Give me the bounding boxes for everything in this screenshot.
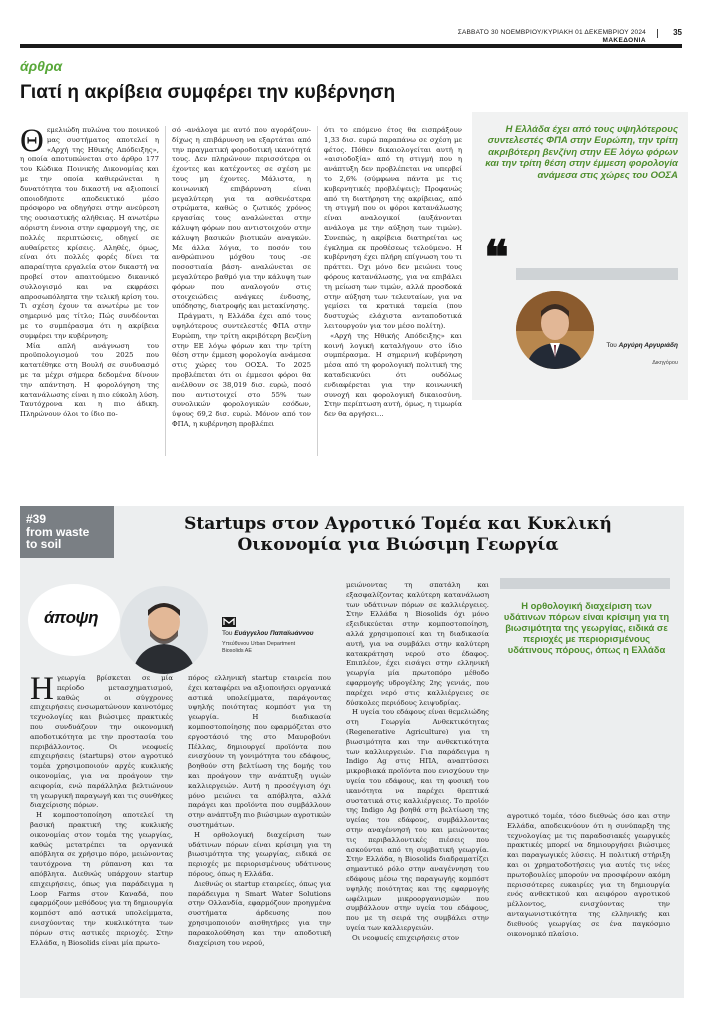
author-portrait [516,291,594,369]
pull-quote-bar [516,268,678,280]
article1-col3-paragraph-2: «Αρχή της Ηθικής Απόδειξης» και κοινή λογική καταλήγουν στο ίδιο συμπέρασμα. Η σημερινή κυβέρνηση μέσα από τη φορολογική πολιτική της καταδεικνύει ότι ουδόλως ενδιαφέρεται για την κοινωνική συνοχή και φορολογική δικαιοσύνη. Στην περίπτωση αυτή, όμως, η τιμωρία δεν θα αργήσει... [324,331,462,419]
article2-col1-text: γεωργία βρίσκεται σε μία περίοδο μετασχηματισμού, καθώς οι σύγχρονες επιχειρήσεις ενσωματώνουν καινοτόμες τεχνολογίες και βιώσιμες πρακτικές που συνδυάζουν την οικονομική αποδοτικότητα με την προστασία του περιβάλλοντος. Οι νεοφυείς επιχειρήσεις (startups) στον αγροτικό τομέα χρησιμοποιούν αρχές κυκλικής οικονομίας, για να προάγουν την αειφορία, ενώ παράλληλα βελτιώνουν τη γεωργική παραγωγή και τις συνθήκες διαχείρισης πόρων. [30,674,173,810]
author2-name: Ευάγγελου Παπαϊωάννου [234,630,314,637]
article2-column-1 [30,671,173,948]
article2-col2-paragraph-3: Διεθνώς οι startup εταιρείες, όπως για παράδειγμα η Smart Water Solutions στην Ολλανδία, εφαρμόζουν προηγμένα συστήματα άρδευσης που χρησιμοποιούν αισθητήρες για την παρακολούθηση και την αποδοτική διαχείριση του νερού, [188,879,331,947]
header-rule [20,44,682,48]
column-divider [317,126,318,456]
article2-dropcap: Η [30,671,54,707]
opinion-label: άποψη [44,608,99,627]
article2-col1-paragraph-2: Η κομποστοποίηση αποτελεί τη βασική πρακτική της κυκλικής οικονομίας στον τομέα της γεωργίας, καθώς μετατρέπει τα οργανικά απόβλητα σε χρήσιμο πόρο, μειώνοντας ταυτόχρονα τη ρύπανση και τα απόβλητα. Διεθνώς υπάρχουν startup επιχειρήσεις, όπως για παράδειγμα η Loop Farms στον Καναδά, που εφαρμόζουν μεθόδους για τη δημιουργία κομπόστ από αστικά υπολείμματα, ενισχύοντας την κυκλικότητα των πόρων στις αστικές περιοχές. Στην Ελλάδα, η Biosolids είναι μία πρωτο- [30,811,173,947]
header-separator [657,29,658,38]
issue-date: ΣΑΒΒΑΤΟ 30 ΝΟΕΜΒΡΙΟΥ/ΚΥΡΙΑΚΗ 01 ΔΕΚΕΜΒΡΙΟΥ 2024 [457,29,646,36]
article2-col3-text: μειώνοντας τη σπατάλη και εξασφαλίζοντας καλύτερη κατανάλωση των υδάτινων πόρων σε καλλιέργειες. Στην Ελλάδα η Biosolids όχι μόνο εξειδικεύεται στην κομποστοποίηση, αλλά χρησιμοποιεί και τη διαδικασία αυτή, για να συμβάλει στην καλύτερη κατακράτηση νερού στο έδαφος. Επιπλέον, έχει εισάγει στην ελληνική γεωργία μία πρωτοπόρο μέθοδο εφαρμογής υδρογέλης 2ης γενιάς, που παρέχει νερό στις καλλιέργειες σε δύσκολες περιόδους λειψυδρίας. [346,581,489,707]
article1-column-2 [172,126,311,430]
article1-col2-paragraph-2: Πράγματι, η Ελλάδα έχει από τους υψηλότερους συντελεστές ΦΠΑ στην Ευρώπη, την τρίτη ακριβότερη βενζίνη στην ΕΕ λόγω φόρων και την τρίτη θέση στην έμμεση φορολογία ανάμεσα στις χώρες του ΟΟΣΑ. Το 2025 προβλέπεται ότι οι έμμεσοι φόροι θα ανέλθουν σε 38,019 δισ. ευρώ, ποσό που αντιστοιχεί στο 55% των συνολικών φορολογικών εσόδων, ύψους 69,2 δισ. ευρώ. Μόνον από τον ΦΠΑ, η κυβέρνηση προβλέπει [172,312,311,428]
article1-col2-text: σό -ανάλογα με αυτό που αγοράζουν- δίχως η επιβάρυνση να εξαρτάται από την πραγματική φοροδοτική ικανότητά τους. Δεν πληρώνουν περισσότερα οι έχοντες και κατέχοντες σε σχέση με τους μη έχοντες. Μάλιστα, η κοινωνική επιβάρυνση είναι μεγαλύτερη για τα ασθενέστερα στρώματα, καθώς ο ζωτικός χρόνος εργασίας τους αναλώνεται στην κάλυψη φόρων που αντιστοιχούν στην κάλυψη βασικών βιοτικών αναγκών. Με άλλα λόγια, το ποσόν του ανθρώπινου μόχθου τους -σε ποσοστιαία βάση- αναλώνεται σε μεγαλύτερο βαθμό για την κάλυψη των φόρων που αναλογούν στις στοιχειώδεις ανάγκες ένδυσης, υπόδησης, διατροφής και μετακίνησης. [172,126,311,311]
article1-col3-text: ότι το επόμενο έτος θα εισπράξουν 1,33 δισ. ευρώ παραπάνω σε σχέση με φέτος. Πόθεν δικαιολογείται αυτή η «αισιοδοξία» από τη στιγμή που η ανάπτυξη δεν προβλέπεται να υπερβεί το 2,6% (σύμφωνα πάντα με τις κυβερνητικές προβλέψεις); Προφανώς από τη διατήρηση της ακρίβειας, από τη στιγμή που οι φόροι κατανάλωσης είναι αναλογικοί (αυξάνονται ανάλογα με την αύξηση των τιμών). Συνεπώς, η ακρίβεια διατηρείται ως έγκλημα εκ προθέσεως τελούμενο. Η κυβέρνηση έχει πλήρη επίγνωση του τι πράττει. Όχι μόνο δεν μειώνει τους φόρους κατανάλωσης, για να επιβάλει τη μείωση των τιμών, αλλά προσδοκά στην αύξηση των τελευταίων, για να γεμίσει τα κρατικά ταμεία (που δυστυχώς ελάχιστα ανταποδοτικά λειτουργούν για τον μέσο πολίτη). [324,126,462,330]
author-prefix: Του [606,342,617,349]
article2-col3-paragraph-3: Οι νεοφυείς επιχειρήσεις στον [352,933,460,942]
article1-pull-quote: Η Ελλάδα έχει από τους υψηλότερους συντελεστές ΦΠΑ στην Ευρώπη, την τρίτη ακριβότερη βενζίνη στην ΕΕ λόγω φόρων και την τρίτη θέση στην έμμεση φορολογία ανάμεσα στις χώρες του ΟΟΣΑ [485,124,678,181]
article2-col3-paragraph-2: Η υγεία του εδάφους είναι θεμελιώδης στη Γεωργία Ανθεκτικότητας (Regenerative Agriculture) για τη βιωσιμότητα και την ανθεκτικότητα των καλλιεργειών. Για παράδειγμα η Indigo Ag στις ΗΠΑ, αναπτύσσει μικροβιακά προϊόντα που ενισχύουν την υγεία του εδάφους, και τη φυσική του ικανότητα να παρέχει θρεπτικά συστατικά στις καλλιέργειες. Το προϊόν της Indigo Ag βοηθά στη βελτίωση της υγείας του εδάφους, συμβάλλοντας στην αναγέννησή του και μειώνοντας τις περιβαλλοντικές πιέσεις που ασκούνται από τη συμβατική γεωργία. Στην Ελλάδα, η Biosolids διαδραματίζει σημαντικό ρόλο στην αναγέννηση του εδάφους μέσω της παραγωγής κομπόστ υψηλής ποιότητας και της εφαρμογής ωφέλιμων μικροοργανισμών που συμβάλλουν στην υγεία του εδάφους, που με τη σειρά της συμβάλει στην υγεία των καλλιεργειών. [346,708,489,932]
series-name-line1: from waste [26,524,90,539]
article1-col1-text: εμελιώδη πυλώνα του ποινικού μας συστήματος αποτελεί η «Αρχή της Ηθικής Απόδειξης», η οποία αποτυπώνεται στο άρθρο 177 του Κώδικα Ποινικής Δικονομίας και με την οποία καθιερώνεται η δυνατότητα του δικαστή να αξιοποιεί οποιοδήποτε αποδεικτικό μέσο πρόσφορο να οδηγήσει στην ανεύρεση της ουσιαστικής αλήθειας. Η ανωτέρω αόριστη έννοια στην εφαρμογή της, σε πολλές περιπτώσεις, οδηγεί σε αυθαίρετες κρίσεις. Αληθές, όμως, είναι ότι πολλές φορές δίνει τα απαραίτητα εργαλεία στον δικαστή να προβεί στον απαιτούμενο δικανικό συλλογισμό και να εκφράσει απροσωπόληπτα την τελική κρίση του. Τι σχέση έχουν τα ανωτέρω με τον σημερινό μας τίτλο; Πώς συνδέονται με το συμπέρασμα ότι η ακρίβεια συμφέρει την κυβέρνηση; [20,126,159,340]
pull-quote-bar [500,578,670,589]
article2-col4-text: αγροτικό τομέα, τόσο διεθνώς όσο και στην Ελλάδα, αποδεικνύουν ότι η συνύπαρξη της τεχνολογίας με τις παραδοσιακές γεωργικές πρακτικές μπορεί να δημιουργήσει βιώσιμες και παραγωγικές λύσεις. Η πολιτική στήριξη και οι χρηματοδοτήσεις για αυτές τις νέες πρωτοβουλίες μπορούν να προσφέρουν ακόμη περισσότερες ευκαιρίες για τη δημιουργία ενός ανθεκτικού και αειφόρου αγροτικού μέλλοντος, ενισχύοντας την ανταγωνιστικότητα της ελληνικής και διεθνούς γεωργίας σε ένα παγκόσμιο οικονομικό πλαίσιο. [507,812,670,938]
series-tag [20,506,114,558]
article2-column-4 [507,812,670,939]
article2-title: Startups στον Αγροτικό Τομέα και Κυκλική Οικονομία για Βιώσιμη Γεωργία [184,514,612,555]
article1-col1-paragraph-2: Μία απλή ανάγνωση του προϋπολογισμού του 2025 που κατατέθηκε στη Βουλή σε συνδυασμό με τα μέχρι σήμερα δεδομένα δίνουν την απάντηση. Η φορολόγηση της κατανάλωσης είναι η πιο εύκολη λύση. Ταυτόχρονα και η πιο άδικη. Πληρώνουν όλοι το ίδιο πο- [20,341,159,419]
author2-role [222,641,295,655]
newspaper-name: ΜΑΚΕΔΟΝΙΑ [602,37,646,44]
article1-column-3 [324,126,462,420]
section-label: άρθρα [20,58,63,74]
article1-author [598,341,678,350]
column-divider [165,126,166,456]
author2-portrait [120,586,208,674]
series-name-line2: to soil [26,537,62,551]
series-number: #39 [26,512,47,526]
biosolids-logo-icon [222,617,236,627]
author2-role-line1: Υπεύθυνου Urban Department [222,641,296,647]
article2-column-2 [188,674,331,948]
article2-pull-quote: Η ορθολογική διαχείριση των υδάτινων πόρων είναι κρίσιμη για τη βιωσιμότητα της γεωργίας, ειδικά σε περιοχές με περιορισμένους υδάτινους πόρους, όπως η Ελλάδα [503,600,670,655]
article2-col2-paragraph-2: Η ορθολογική διαχείριση των υδάτινων πόρων είναι κρίσιμη για τη βιωσιμότητα της γεωργίας, ειδικά σε περιοχές με περιορισμένους υδάτινους πόρους, όπως η Ελλάδα. [188,830,331,878]
article1-title: Γιατί η ακρίβεια συμφέρει την κυβέρνηση [20,82,396,103]
article2-col2-text: πόρος ελληνική startup εταιρεία που έχει καταφέρει να αξιοποιήσει οργανικά αστικά υπολείμματα, παράγοντας υψηλής ποιότητας κομπόστ για τη γεωργία. Η διαδικασία κομποστοποίησης που εφαρμόζεται στο εργοστάσιό της στο Μαυροβούνι Πέλλας, δημιουργεί προϊόντα που ενισχύουν τη γονιμότητα του εδάφους, βοηθούν στη βελτίωση της δομής του και προάγουν την ανάπτυξη υγιών καλλιεργειών. Αυτή η προσέγγιση όχι μόνο μειώνει τα απόβλητα, αλλά παράγει και προϊόντα που συμβάλλουν στην ανάπτυξη πιο βιώσιμων αγροτικών συστημάτων. [188,674,331,829]
article2-author [222,630,314,637]
author2-prefix: Του [222,630,233,637]
page-number: 35 [673,28,682,37]
author2-role-line2: Biosolids AE [222,648,252,654]
author-name: Αργύρη Αργυριάδη [618,342,678,349]
article2-column-3 [346,581,489,943]
article1-column-1 [20,123,159,420]
article1-dropcap: Θ [20,123,44,159]
quote-mark-icon: ❝ [484,232,509,283]
author-role: Δικηγόρου [652,360,678,366]
